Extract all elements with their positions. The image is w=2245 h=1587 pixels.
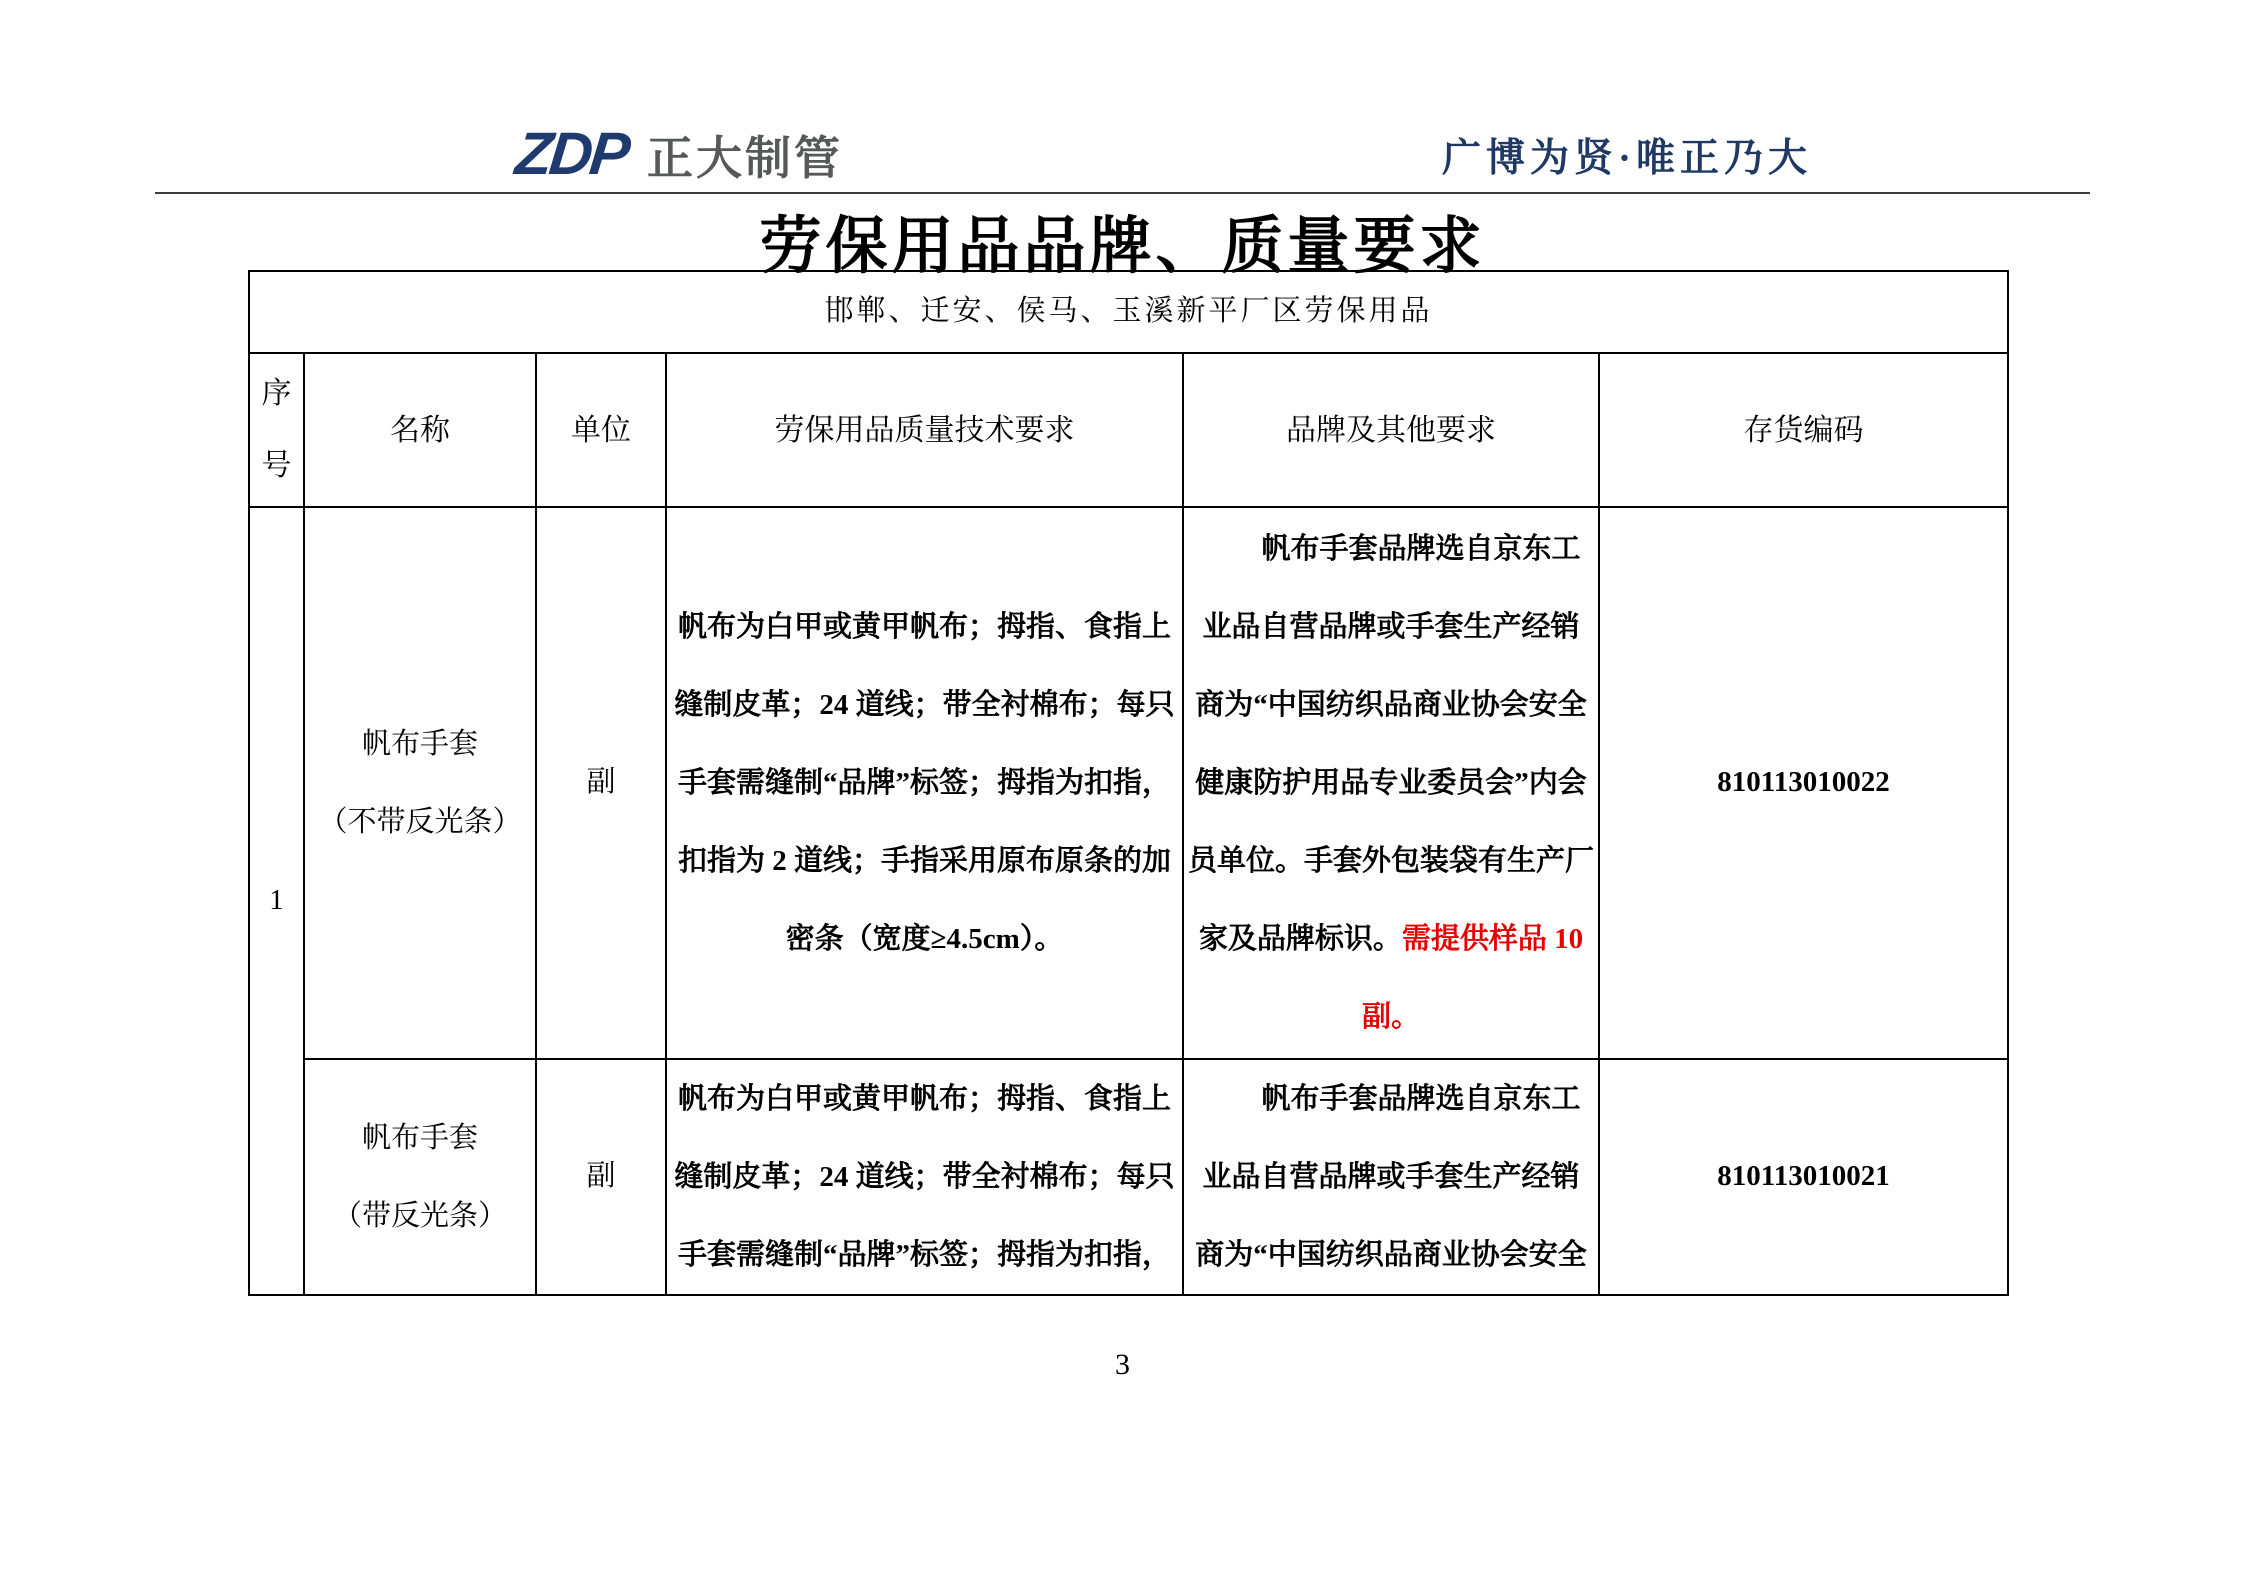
row1-brand-requirements: 帆布手套品牌选自京东工 业品自营品牌或手套生产经销 商为“中国纺织品商业协会安全 健康防护用品专业委员会”内会 员单位。手套外包装袋有生产厂 家及品牌标识。需提供样品 10 副。 xyxy=(1183,507,1599,1059)
row1-unit: 副 xyxy=(536,507,666,1059)
column-header-seq xyxy=(249,353,304,507)
row1-name: 帆布手套 （不带反光条） xyxy=(304,507,536,1059)
row1-tech-requirements: 帆布为白甲或黄甲帆布；拇指、食指上 缝制皮革；24 道线；带全衬棉布；每只 手套需缝制“品牌”标签；拇指为扣指， 扣指为 2 道线；手指采用原布原条的加 密条（宽度≥4.5cm）。 xyxy=(666,507,1183,1059)
zdp-logo-icon: ZDP xyxy=(512,120,631,187)
row2-tech-requirements: 帆布为白甲或黄甲帆布；拇指、食指上 缝制皮革；24 道线；带全衬棉布；每只 手套需缝制“品牌”标签；拇指为扣指， xyxy=(666,1059,1183,1295)
row2-name: 帆布手套 （带反光条） xyxy=(304,1059,536,1295)
column-header-tech: 劳保用品质量技术要求 xyxy=(666,353,1183,507)
row1-seq: 1 xyxy=(249,507,304,1295)
labor-supplies-table xyxy=(248,270,2009,1296)
row1-brand-mixed-line: 家及品牌标识。需提供样品 10 xyxy=(1198,923,1584,955)
table-title: 邯郸、迁安、侯马、玉溪新平厂区劳保用品 xyxy=(249,271,2008,353)
header-divider xyxy=(155,192,2090,194)
column-header-code: 存货编码 xyxy=(1599,353,2008,507)
company-slogan: 广博为贤·唯正乃大 xyxy=(1442,137,1813,180)
row2-stock-code: 810113010021 xyxy=(1599,1059,2008,1295)
table-merged-header-row xyxy=(249,271,2008,353)
table-column-header-row xyxy=(249,353,2008,507)
row1-stock-code: 810113010022 xyxy=(1599,507,2008,1059)
row2-brand-requirements: 帆布手套品牌选自京东工 业品自营品牌或手套生产经销 商为“中国纺织品商业协会安全 xyxy=(1183,1059,1599,1295)
page-title: 劳保用品品牌、质量要求 xyxy=(759,213,1486,281)
table-row xyxy=(249,1059,2008,1295)
row2-unit: 副 xyxy=(536,1059,666,1295)
sample-requirement-red-text-2: 副。 xyxy=(1361,1001,1420,1033)
column-header-unit: 单位 xyxy=(536,353,666,507)
seq-header-line2: 号 xyxy=(261,449,292,482)
column-header-brand: 品牌及其他要求 xyxy=(1183,353,1599,507)
company-name: 正大制管 xyxy=(647,132,843,184)
table-row xyxy=(249,507,2008,1059)
column-header-name: 名称 xyxy=(304,353,536,507)
seq-header-line1: 序 xyxy=(261,377,292,410)
page-number: 3 xyxy=(1115,1348,1130,1381)
company-logo xyxy=(512,120,843,187)
sample-requirement-red-text: 需提供样品 10 xyxy=(1401,923,1584,955)
